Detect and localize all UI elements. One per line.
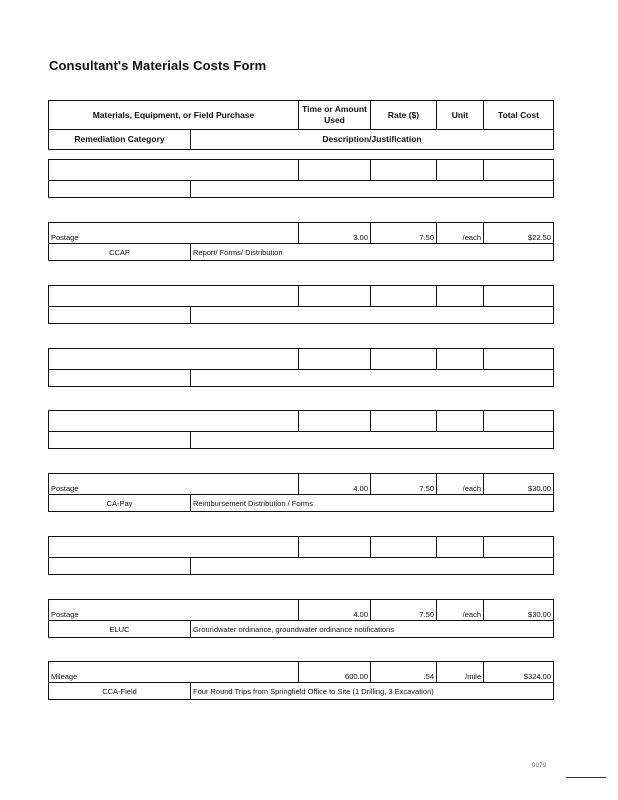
entry-unit xyxy=(437,537,484,557)
entry-unit: /each xyxy=(437,223,484,243)
entry-amount: 4.00 xyxy=(299,600,371,620)
header-total: Total Cost xyxy=(498,109,539,120)
cost-entry xyxy=(48,348,554,387)
entry-unit xyxy=(437,286,484,306)
entry-rate xyxy=(371,349,437,369)
entry-amount: 600.00 xyxy=(299,662,371,682)
entry-amount xyxy=(299,349,371,369)
cost-entry xyxy=(48,159,554,198)
entry-rate: 7.50 xyxy=(371,223,437,243)
cost-entry xyxy=(48,410,554,449)
entry-item: Postage xyxy=(49,600,299,620)
header-time: Time or Amount Used xyxy=(299,101,371,129)
form-title: Consultant's Materials Costs Form xyxy=(49,58,267,73)
entry-rate: 7.50 xyxy=(371,600,437,620)
entry-description xyxy=(191,432,553,449)
entry-rate xyxy=(371,411,437,431)
entry-description xyxy=(191,558,553,575)
entry-category: ELUC xyxy=(49,621,191,638)
entry-category xyxy=(49,432,191,449)
entry-item: Mileage xyxy=(49,662,299,682)
entry-description xyxy=(191,307,553,324)
entry-rate: 7.50 xyxy=(371,474,437,494)
entry-amount xyxy=(299,160,371,180)
entry-total: $324.00 xyxy=(523,672,551,681)
entry-description: Report/ Forms/ Distribution xyxy=(193,247,283,257)
cost-entry xyxy=(48,222,554,261)
entry-rate xyxy=(371,286,437,306)
entry-item xyxy=(49,411,299,431)
page-stamp: 0079 xyxy=(532,763,547,769)
cost-entry xyxy=(48,599,554,638)
entry-description: Four Round Trips from Springfield Office to Site (1 Drilling, 3 Excavation) xyxy=(193,686,434,696)
entry-category: CA-Pay xyxy=(49,495,191,512)
entry-total xyxy=(484,160,553,180)
header-unit: Unit xyxy=(437,101,484,129)
entry-item xyxy=(49,349,299,369)
entry-item xyxy=(49,286,299,306)
entry-category: CCAP xyxy=(49,244,191,261)
entry-amount xyxy=(299,411,371,431)
entry-item: Postage xyxy=(49,474,299,494)
entry-category xyxy=(49,558,191,575)
header-description: Description/Justification xyxy=(322,134,422,144)
entry-item: Postage xyxy=(49,223,299,243)
entry-rate: .54 xyxy=(371,662,437,682)
header-rate: Rate ($) xyxy=(371,101,437,129)
entry-total xyxy=(484,286,553,306)
entry-amount xyxy=(299,537,371,557)
entry-total: $30.00 xyxy=(528,484,551,493)
header-material: Materials, Equipment, or Field Purchase xyxy=(49,101,299,129)
entry-category: CCA-Field xyxy=(49,683,191,700)
entry-total xyxy=(484,537,553,557)
cost-entry xyxy=(48,536,554,575)
entry-description: Reimbursement Distribution / Forms xyxy=(193,498,314,508)
entry-rate xyxy=(371,537,437,557)
entry-category xyxy=(49,181,191,198)
entry-unit xyxy=(437,349,484,369)
entry-unit xyxy=(437,411,484,431)
entry-unit xyxy=(437,160,484,180)
entry-item xyxy=(49,160,299,180)
entry-amount xyxy=(299,286,371,306)
entry-amount: 3.00 xyxy=(299,223,371,243)
entry-unit: /mile xyxy=(437,662,484,682)
cost-entry xyxy=(48,661,554,700)
entry-total: $22.50 xyxy=(528,233,551,242)
entry-unit: /each xyxy=(437,600,484,620)
entry-description xyxy=(191,181,553,198)
cost-entry xyxy=(48,473,554,512)
cost-entry xyxy=(48,285,554,324)
footer-rule xyxy=(566,777,606,778)
entry-item xyxy=(49,537,299,557)
entry-category xyxy=(49,370,191,387)
entry-description: Groundwater ordinance, groundwater ordinance notifications xyxy=(193,624,394,634)
entry-rate xyxy=(371,160,437,180)
entry-unit: /each xyxy=(437,474,484,494)
header-category: Remediation Category xyxy=(49,130,191,149)
entry-total: $30.00 xyxy=(528,610,551,619)
entry-category xyxy=(49,307,191,324)
table-header xyxy=(48,100,554,150)
entry-total xyxy=(484,349,553,369)
entry-total xyxy=(484,411,553,431)
entry-description xyxy=(191,370,553,387)
entry-amount: 4.00 xyxy=(299,474,371,494)
